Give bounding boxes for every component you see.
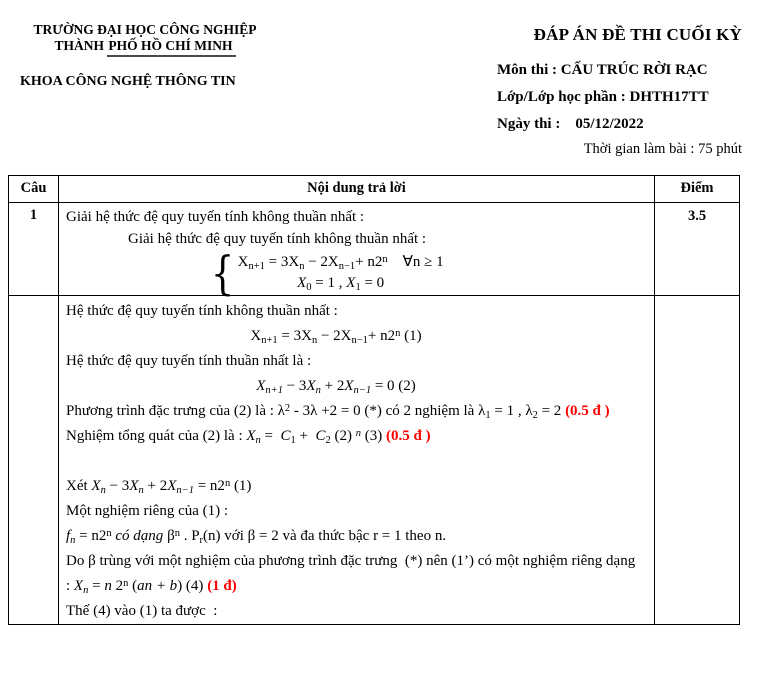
university-name-underlined: PHỐ HỒ CHÍ MINH bbox=[107, 38, 235, 57]
content-line: $f_n = n2^n$ có dạng $\beta^n$ . $P_r(n)$ với β = 2 và đa thức bậc r = 1 theo n. bbox=[66, 527, 447, 547]
column-header-score: Điểm bbox=[655, 176, 740, 203]
duration-line: Thời gian làm bài : 75 phút bbox=[583, 141, 742, 157]
question-number-empty bbox=[9, 296, 59, 625]
system-equation-2: $X_0 = 1$ , $X_1 = 0$ bbox=[297, 275, 385, 294]
exam-title: ĐÁP ÁN ĐỀ THI CUỐI KỲ bbox=[533, 25, 742, 44]
question-number: 1 bbox=[9, 203, 59, 296]
column-header-content: Nội dung trả lời bbox=[59, 176, 655, 203]
subject-line: Môn thi : CẤU TRÚC RỜI RẠC bbox=[497, 62, 708, 78]
university-name-line1: TRƯỜNG ĐẠI HỌC CÔNG NGHIỆP bbox=[33, 22, 257, 37]
content-line: Thế (4) vào (1) ta được : bbox=[66, 603, 218, 619]
score-value: 3.5 bbox=[655, 203, 740, 296]
university-name-plain: THÀNH bbox=[54, 38, 108, 53]
content-line: Giải hệ thức đệ quy tuyến tính không thuần nhất : bbox=[66, 209, 365, 225]
table-row-question bbox=[9, 203, 740, 296]
content-line: Giải hệ thức đệ quy tuyến tính không thuần nhất : bbox=[128, 231, 427, 247]
left-brace-glyph: { bbox=[211, 246, 235, 300]
university-name-line2 bbox=[18, 38, 272, 57]
answer-table bbox=[8, 175, 740, 625]
faculty-name: KHOA CÔNG NGHỆ THÔNG TIN bbox=[20, 74, 236, 89]
content-line: Phương trình đặc trưng của (2) là : $\lambda^2 - 3\lambda +2 = 0$ (*) có 2 nghiệm là $\lambda_1 = 1$ , $\lambda_2 = 2$ (0.5 đ ) bbox=[66, 402, 610, 422]
content-line: Xét $X_n - 3X_n + 2X_{n-1} = n2^n$ (1) bbox=[66, 477, 252, 497]
content-line: Một nghiệm riêng của (1) : bbox=[66, 503, 229, 519]
content-line: Hệ thức đệ quy tuyến tính không thuần nhất : bbox=[66, 303, 338, 319]
table-row-answer bbox=[9, 296, 740, 625]
question-statement-cell bbox=[59, 203, 655, 300]
exam-date-line: Ngày thi : 05/12/2022 bbox=[497, 116, 644, 132]
recurrence-system bbox=[66, 246, 586, 300]
equation-line: $X_{n+1} - 3X_n + 2X_{n-1} = 0$ (2) bbox=[256, 378, 416, 397]
class-line: Lớp/Lớp học phần : DHTH17TT bbox=[497, 89, 709, 105]
answer-content-cell bbox=[59, 296, 655, 625]
content-line: : $X_n = n$ 2$^n$ (an + b) (4) (1 đ) bbox=[66, 577, 237, 597]
equation-line: $X_{n+1} = 3X_n - 2X_{n-1}+ n2^n$ (1) bbox=[250, 327, 422, 347]
table-header-row bbox=[9, 176, 740, 203]
header-left bbox=[18, 22, 272, 90]
header-right bbox=[497, 26, 742, 158]
column-header-question: Câu bbox=[9, 176, 59, 203]
system-equation-1: $X_{n+1} = 3X_n - 2X_{n-1}+ n2^n$ ∀n ≥ 1 bbox=[237, 253, 444, 273]
content-line: Hệ thức đệ quy tuyến tính thuần nhất là : bbox=[66, 353, 312, 369]
content-line: Nghiệm tổng quát của (2) là : $X_n = C_1 + C_2$ (2) $^n$ (3) (0.5 đ ) bbox=[66, 427, 431, 447]
content-line: Do β trùng với một nghiệm của phương trình đặc trưng (*) nên (1’) có một nghiệm riêng dạng bbox=[66, 553, 636, 569]
score-value-empty bbox=[655, 296, 740, 625]
